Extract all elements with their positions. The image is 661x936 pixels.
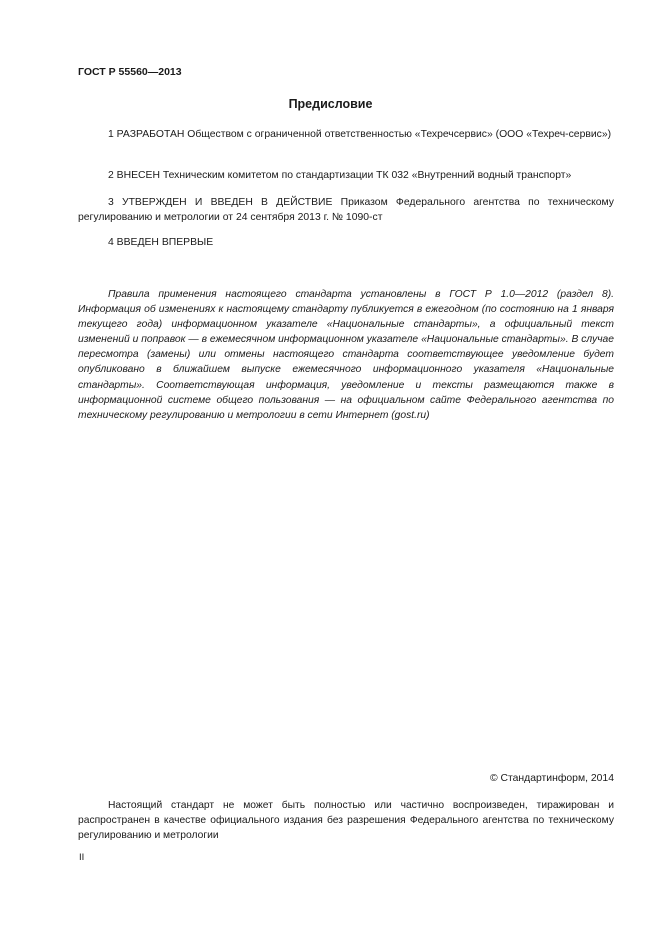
legal-notice xyxy=(78,799,614,843)
document-header: ГОСТ Р 55560—2013 xyxy=(78,66,182,78)
foreword-item-text: 1 РАЗРАБОТАН Обществом с ограниченной ответственностью «Техречсервис» (ООО «Техреч-сервис») xyxy=(108,129,612,140)
page-title: Предисловие xyxy=(288,97,373,111)
copyright-line: © Стандартинформ, 2014 xyxy=(489,773,614,784)
legal-notice-text: Настоящий стандарт не может быть полностью или частично воспроизведен, тиражирован и распространен в качестве официального издания без разрешения Федерального агентства по техническому регулированию и метрологии xyxy=(78,800,614,841)
foreword-item-3 xyxy=(78,195,614,225)
foreword-item-text: 2 ВНЕСЕН Техническим комитетом по стандартизации ТК 032 «Внутренний водный транспорт» xyxy=(108,170,572,181)
application-notice xyxy=(78,287,614,423)
page-number: II xyxy=(79,852,85,863)
foreword-item-1 xyxy=(78,127,614,142)
foreword-item-text: 4 ВВЕДЕН ВПЕРВЫЕ xyxy=(108,237,214,248)
foreword-item-2 xyxy=(78,168,614,183)
foreword-item-text: 3 УТВЕРЖДЕН И ВВЕДЕН В ДЕЙСТВИЕ Приказом Федерального агентства по техническому регулированию и метрологии от 24 сентября 2013 г. № 1090-ст xyxy=(78,197,614,223)
application-notice-text: Правила применения настоящего стандарта установлены в ГОСТ Р 1.0—2012 (раздел 8). Информация об изменениях к настоящему стандарту публикуется в ежегодном (по состоянию на 1 января текущего года) информационном указателе «Национальные стандарты», а официальный текст изменений и поправок — в ежемесячном информационном указателе «Национальные стандарты». В случае пересмотра (замены) или отмены настоящего стандарта соответствующее уведомление будет опубликовано в ближайшем выпуске ежемесячного информационного указателя «Национальные стандарты». Соответствующая информация, уведомление и тексты размещаются также в информационной системе общего пользования — на официальном сайте Федерального агентства по техническому регулированию и метрологии в сети Интернет (gost.ru) xyxy=(78,289,614,421)
foreword-item-4 xyxy=(78,235,614,250)
